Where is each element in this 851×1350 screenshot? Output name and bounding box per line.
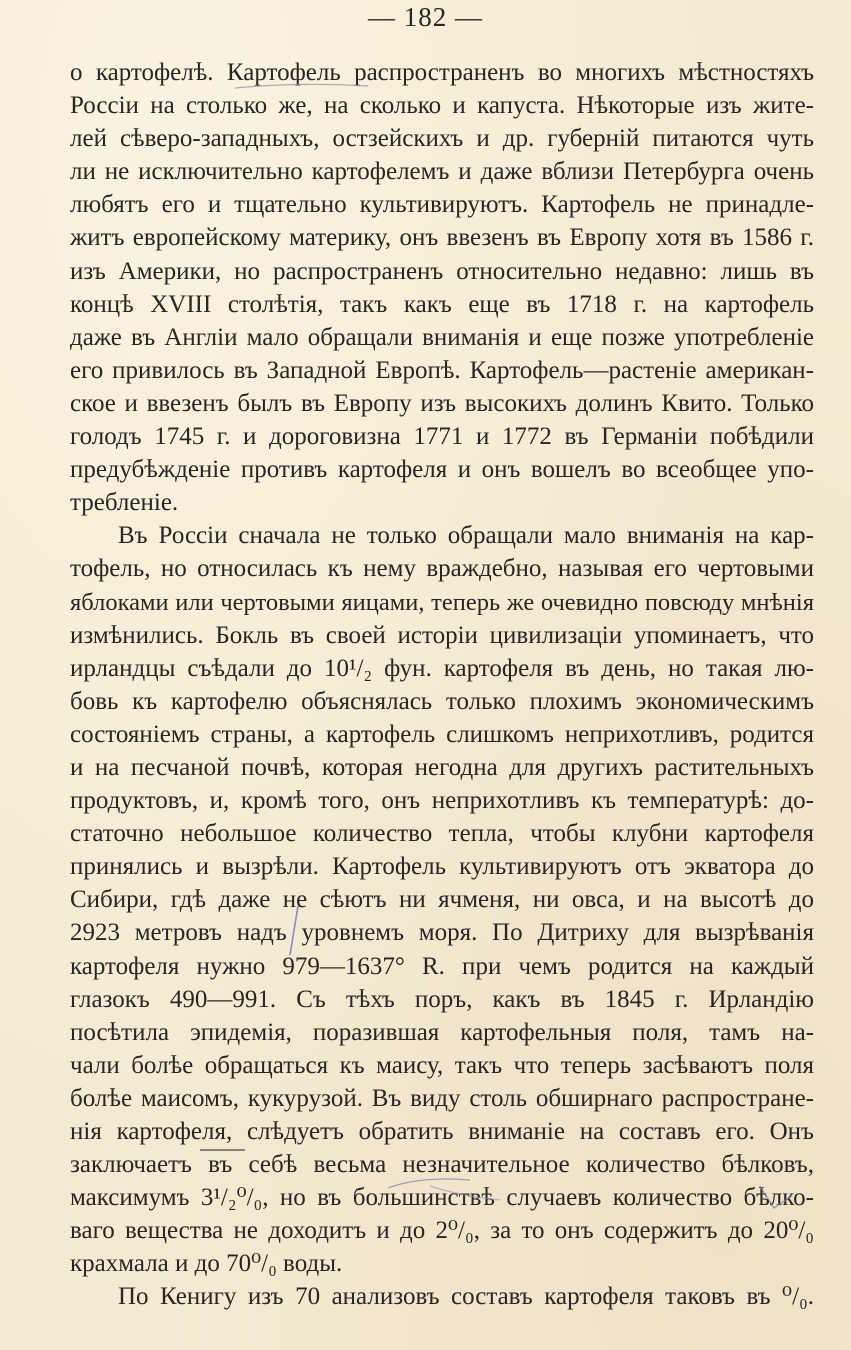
page-number: — 182 — [368, 2, 483, 32]
text-line: его привилось въ Западной Европѣ. Картофель—растеніе американ- [70, 356, 814, 384]
text-line: чали болѣе обращаться къ маису, такъ что теперь засѣваютъ поля [70, 1051, 814, 1079]
text-line: яблоками или чертовыми яицами, теперь же очевидно повсюду мнѣнія [70, 588, 814, 616]
text-line: картофеля нужно 979—1637° R. при чемъ родится на каждый [70, 952, 814, 980]
text-line: измѣнились. Бокль въ своей исторіи цивилизаціи упоминаетъ, что [70, 621, 814, 649]
text-line: продуктовъ, и, кромѣ того, онъ неприхотливъ къ температурѣ: до- [70, 787, 814, 815]
text-line: состояніемъ страны, а картофель слишкомъ неприхотливъ, родится [70, 720, 814, 748]
text-line: ское и ввезенъ былъ въ Европу изъ высокихъ долинъ Квито. Только [70, 389, 814, 417]
text-line: голодъ 1745 г. и дороговизна 1771 и 1772 въ Германіи побѣдили [70, 423, 814, 451]
text-line: ваго вещества не доходитъ и до 2⁰/₀, за то онъ содержитъ до 20⁰/₀ [70, 1217, 814, 1245]
text-line: любятъ его и тщательно культивируютъ. Картофель не принадле- [70, 191, 814, 219]
text-line: лей сѣверо-западныхъ, остзейскихъ и др. губерній питаются чуть [70, 125, 814, 153]
text-line: ли не исключительно картофелемъ и даже вблизи Петербурга очень [70, 158, 814, 186]
text-line: максимумъ 3¹/₂⁰/₀, но въ большинствѣ случаевъ количество бѣлко- [70, 1184, 814, 1212]
text-line: требленіе. [70, 489, 179, 517]
text-line: крахмала и до 70⁰/₀ воды. [70, 1250, 343, 1278]
text-line: статочно небольшое количество тепла, чтобы клубни картофеля [70, 820, 814, 848]
text-line: нія картофеля, слѣдуетъ обратить вниманіе на составъ его. Онъ [70, 1118, 814, 1145]
text-line: житъ европейскому материку, онъ ввезенъ въ Европу хотя въ 1586 г. [70, 224, 814, 252]
text-line: Сибири, гдѣ даже не сѣютъ ни ячменя, ни овса, и на высотѣ до [70, 886, 814, 914]
text-line: глазокъ 490—991. Съ тѣхъ поръ, какъ въ 1845 г. Ирландію [70, 985, 814, 1013]
text-line: предубѣжденіе противъ картофеля и онъ вошелъ во всеобщее упо- [70, 456, 814, 484]
text-line: и на песчаной почвѣ, которая негодна для другихъ растительныхъ [70, 753, 814, 781]
text-line: заключаетъ въ себѣ весьма незначительное количество бѣлковъ, [70, 1151, 814, 1179]
body-text [70, 56, 814, 1314]
text-line: тофель, но относилась къ нему враждебно, называя его чертовыми [70, 555, 814, 583]
text-line: концѣ XVIII столѣтія, такъ какъ еще въ 1718 г. на картофель [70, 290, 814, 318]
text-line: даже въ Англіи мало обращали вниманія и еще позже употребленіе [70, 323, 814, 351]
paragraph-start-line: По Кенигу изъ 70 анализовъ составъ картофеля таковъ въ ⁰/₀. [118, 1283, 814, 1311]
text-line: ирландцы съѣдали до 10¹/₂ фун. картофеля въ день, но такая лю- [70, 654, 814, 682]
text-line: принялись и вызрѣли. Картофель культивируютъ отъ экватора до [70, 853, 814, 881]
text-line: бовь къ картофелю объяснялась только плохимъ экономическимъ [70, 687, 814, 715]
text-line: болѣе маисомъ, кукурузой. Въ виду столь обширнаго распростране- [70, 1084, 814, 1112]
text-line: 2923 метровъ надъ уровнемъ моря. По Дитриху для вызрѣванія [70, 919, 814, 947]
text-line: посѣтила эпидемія, поразившая картофельныя поля, тамъ на- [70, 1018, 814, 1046]
text-line: о картофелѣ. Картофель распространенъ во многихъ мѣстностяхъ [70, 59, 814, 86]
text-line: изъ Америки, но распространенъ относительно недавно: лишь въ [70, 257, 814, 285]
paragraph-start-line: Въ Россіи сначала не только обращали мало вниманія на кар- [118, 522, 814, 550]
text-line: Россіи на столько же, на сколько и капуста. Нѣкоторые изъ жите- [70, 92, 814, 120]
